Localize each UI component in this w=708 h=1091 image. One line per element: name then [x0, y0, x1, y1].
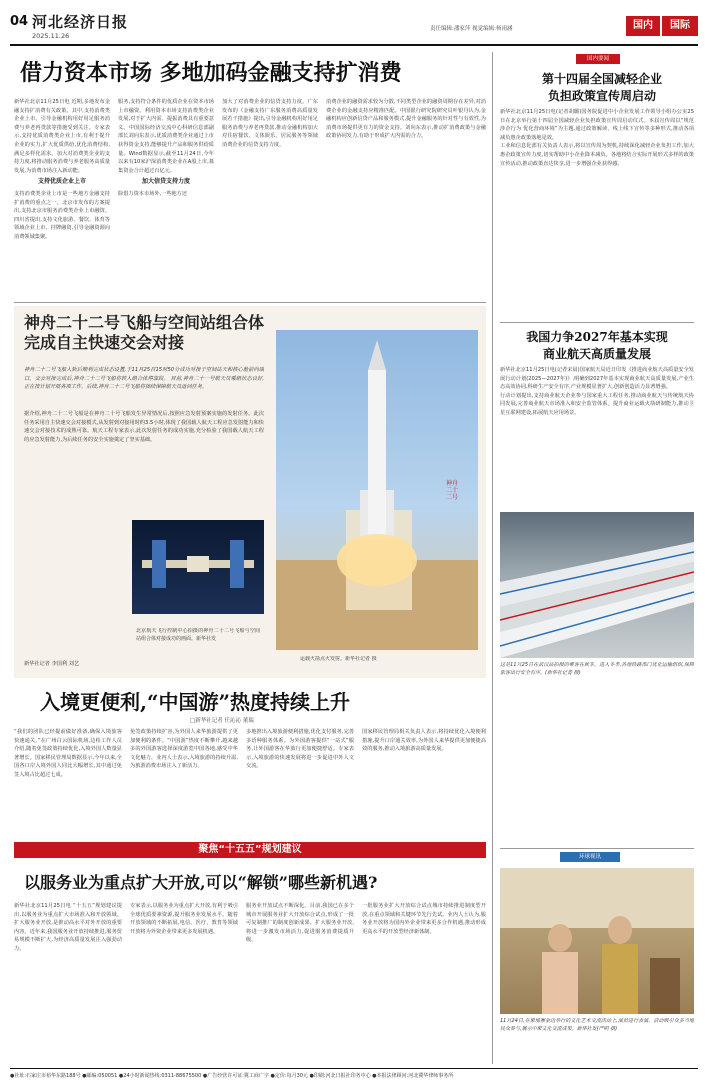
- article1-col1-subtitle: 支持优质企业上市: [37, 178, 86, 186]
- editor-info: 责任编辑:潘家萍 视觉编辑:杨雨涵: [430, 26, 513, 32]
- article3-col4: 国家移民管理局相关负责人表示,将持续优化入境便利措施,提升口岸通关效率,为外国人来华提供更加便捷高效的服务,推动入境旅游高质量发展。: [362, 729, 486, 753]
- right-column-divider: [492, 52, 493, 1064]
- article3-byline: □新华社记者 任沁沁 董瑞: [190, 718, 254, 724]
- launch-photo: [276, 330, 478, 650]
- article1-col2-cont: 除借力资本市场外,一些地方还: [118, 190, 188, 197]
- train-station-photo: [500, 512, 694, 658]
- article2-headline-1: 神舟二十二号飞船与空间站组合体: [24, 313, 265, 332]
- footer-rule: [10, 1068, 698, 1069]
- article3-headline: 入境更便利,“中国游”热度持续上升: [40, 690, 350, 714]
- article4-headline: 以服务业为重点扩大开放,可以“解锁”哪些新机遇?: [24, 873, 378, 892]
- docking-photo-caption: 北京航天飞行控制中心拍摄的神舟二十二号飞船与空间站组合体对接成功的画面。新华社发: [136, 628, 260, 642]
- article4-col3: 服务业开放试点不断深化。目前,我国已在多个城市开展服务业扩大开放综合试点,形成了一批可复制推广的制度创新成果。扩大服务业开放,将进一步激发市场活力,促进服务消费提质升级。: [246, 903, 354, 944]
- article2-col1-text-b: 目前,神舟二十一号航天员乘组状态良好,正在按计划开展各项工作。后续,神舟二十二号飞船将接续保障航天员返回任务。: [24, 375, 264, 391]
- article1-col1-text: 新华社北京11月25日电 近期,多地发布金融支持扩消费有关政策。其中,支持消费类企业上市、引导金融机构用好用足服务消费与养老再贷款等措施受到关注。专家表示,支持优质消费类企业上市,有利于提升企业的实力,扩大优质供给,优化消费结构,满足多样化需求。加大对消费类企业的支持力度,将推动服务消费与养老服务高质量发展,为消费市场注入新动能。: [14, 99, 110, 174]
- article3-col2: 免签政策持续扩容,为外国人来华旅游提供了更加便利的条件。“中国游”热度不断攀升,越来越多的外国游客选择深度游览中国各地,感受中华文化魅力。业内人士表示,入境旅游的持续升温,为旅游消费市场注入了新活力。: [130, 729, 238, 770]
- right-bottom-tag: 环球视讯: [560, 852, 620, 862]
- article1-col3: 加大了对消费企业的信贷支持力度。广东发布的《金融支持广东服务消费高质量发展若干措施》提出,引导金融机构用好用足服务消费与养老再贷款,推动金融机构加大对住宿餐饮、文体娱乐、居民服务等领域消费企业的信贷支持力度。: [222, 99, 318, 148]
- paper-name: 河北经济日报: [32, 13, 129, 31]
- page-date: 2025.11.26: [32, 32, 70, 40]
- docking-photo: [132, 520, 264, 614]
- footer-text: ●社址:石家庄市裕华东路188号 ●邮编:050051 ●24小时新闻热线:0311-88675500 ●广告经营许可证:冀工商广字 ●定价:每月30元 ●印刷:河北日报社印务中心 ●本报法律顾问:河北冀华律师事务所: [10, 1073, 454, 1079]
- article4-col2: 专家表示,以服务业为重点扩大开放,有利于吸引全球优质要素资源,提升服务业发展水平。随着开放领域的不断拓展,电信、医疗、教育等领域开放将为外资企业带来更多发展机遇。: [130, 903, 238, 935]
- article1-col1: [14, 98, 110, 298]
- performance-photo: [500, 868, 694, 1014]
- article2-byline: 新华社记者 李国利 刘艺: [24, 661, 80, 667]
- article3-col3: 多地推出入境旅游便利措施,优化支付服务,完善多语种服务体系。为外国游客提供“一站式”服务,让外国游客在华旅行更加便捷舒适。专家表示,入境旅游的快速发展将进一步促进中外人文交流。: [246, 729, 354, 770]
- right-divider-1: [500, 322, 694, 323]
- focus-banner-label: 聚焦“十五五”规划建议: [198, 844, 302, 855]
- article1-col1-cont: 支持消费类企业上市是一些地方金融支持扩消费的重点之一。北京市发布的方案提出,支持北京市服务消费类企业上市融资。四川省提出,支持文化旅游、餐饮、体育等领域企业上市、挂牌融资,引导金融资源向消费领域集聚。: [14, 190, 110, 240]
- right-top-headline-2: 负担政策宣传周启动: [547, 89, 656, 103]
- right-divider-2: [500, 848, 694, 849]
- right-mid-body: [500, 366, 694, 508]
- train-photo-caption: 这是11月25日在武汉站拍摄的乘客在候车。进入冬季,各地铁路部门优化运输组织,保障旅客出行安全有序。(新华社记者 摄): [500, 662, 694, 676]
- right-mid-body-text-b: 行动计划提出,支持商业航天企业参与国家重大工程任务,推动商业航天与传统航天协同发展,完善商业航天市场准入和安全监管体系。提升商业运载火箭研制能力,推动卫星互联网建设,拓展航天应用场景。: [500, 392, 694, 416]
- right-top-headline-1: 第十四届全国减轻企业: [541, 72, 662, 86]
- launch-photo-caption: 运载火箭点火发射。新华社记者 摄: [300, 656, 377, 662]
- article3-col1: “我们的团队已经提前做好准备,确保入境旅客快速通关。”在广州白云国际机场,边检工作人员介绍,随着免签政策持续优化,入境外国人数量显著增长。国家移民管理局数据显示,今年以来,全国各口岸入境外国人同比大幅增长,其中通过免签入境占比超过七成。: [14, 729, 122, 778]
- article1-bottom-rule: [14, 302, 486, 303]
- article1-col2-text: 服务,支持符合条件的优质企业在资本市场上市融资。利用资本市场支持消费类企业发展,对于扩大内需、提振消费具有重要意义。中国国际经济交流中心科研信息部副部长刘向东表示,优质消费类企业通过上市获得资金支持,能够提升产品和服务供给质量。Wind数据显示,截至11月24日,今年以来有10家沪深消费类企业在A股上市,募集资金合计超过百亿元。: [118, 99, 214, 174]
- right-top-body: [500, 108, 694, 320]
- article1-col4: 消费企业的融资需求较为分散,不同类型企业的融资周期存在差异,对消费企业的金融支持应精准匹配。中国银行研究院研究员叶银丹认为,金融机构应创新信贷产品和服务模式,提升金融服务的针对性与有效性,为消费市场提供更有力的资金支持。刘向东表示,推动扩消费政策与金融政策协同发力,有助于形成扩大内需的合力。: [326, 99, 486, 140]
- page-number: 04: [10, 14, 29, 29]
- article1-col2-subtitle: 加大信贷支持力度: [141, 178, 190, 186]
- article2-headline-2: 完成自主快速交会对接: [24, 333, 185, 352]
- trains-illustration: [500, 512, 694, 658]
- page-header: [10, 8, 698, 46]
- right-mid-headline-2: 商业航天高质量发展: [542, 347, 651, 361]
- article4-col1: 新华社北京11月25日电 “十五五”规划建议提出,以服务业为重点扩大市场准入和开放领域。扩大服务业开放,是推动高水平对外开放的重要内容。近年来,我国服务业开放持续推进,服务贸易规模不断扩大,为经济高质量发展注入强劲动力。: [14, 903, 122, 952]
- header-rule: [10, 44, 698, 46]
- performers-illustration: [500, 868, 694, 1014]
- right-mid-body-text: 新华社北京11月25日电(记者宋晨)国家航天局近日印发《推进商业航天高质量安全发展行动计划(2025—2027年)》,明确到2027年基本实现商业航天高质量发展,产业生态高效协同,科研生产安全有序,产业规模显著扩大,创新创造活力显著增强。: [500, 367, 694, 391]
- section-label-domestic: 国内: [626, 16, 660, 36]
- article2-col1: [24, 366, 264, 406]
- article2-col1-text: 神舟二十二号飞船入轨后顺利完成状态设置,于11月25日15时50分成功对接于空间站天和核心舱前向端口。交会对接完成后,神舟二十二号飞船将转入组合体停靠段。: [24, 367, 264, 382]
- article1-headline: 借力资本市场 多地加码金融支持扩消费: [20, 60, 402, 86]
- right-top-body-text: 新华社北京11月25日电(记者胡璐)国务院促进中小企业发展工作领导小组办公室25日在北京举行第十四届全国减轻企业负担政策宣传周启动仪式。本届宣传周以“规范涉企行为 优化营商环境”为主题,通过政策解读、线上线下宣传等多种形式,推动各项减负惠企政策落地见效。: [500, 109, 694, 141]
- performance-photo-caption: 11月24日,在柬埔寨金边举行的文化艺术交流活动上,演员进行表演。活动吸引众多当地民众参与,展示中柬文化交流成果。新华社发(严明 摄): [500, 1018, 694, 1032]
- section-label-international: 国际: [662, 16, 698, 36]
- docking-illustration: [132, 520, 264, 614]
- article1-col2: [118, 98, 214, 298]
- article2-col2: 据介绍,神舟二十二号飞船是在神舟二十号飞船发生异常情况后,按照应急发射预案实施的发射任务。此次任务采用自主快速交会对接模式,从发射到对接用时约3.5小时,体现了我国载人航天工程应急发射能力和快速交会对接技术的成熟可靠。航天工程专家表示,此次发射任务的成功实施,充分检验了我国载人航天工程的应急发射能力,为后续任务的安全实施奠定了坚实基础。: [24, 411, 264, 443]
- launch-photo-label: 神舟二十二号: [446, 480, 459, 501]
- article4-col4: 一批服务业扩大开放综合试点城市持续推进制度型开放,在重点领域和关键环节先行先试。业内人士认为,服务业开放将为国内外企业带来更多合作机遇,推动形成更高水平的开放型经济新体制。: [362, 903, 486, 935]
- right-top-body-text-b: 工业和信息化部有关负责人表示,将以宣传周为契机,持续深化减轻企业负担工作,加大惠企政策宣传力度,切实帮助中小企业降本减负。各地将结合实际开展形式多样的政策宣传活动,推动政策直达快享,进一步增强企业获得感。: [500, 143, 694, 167]
- right-top-tag: 国内要闻: [576, 54, 620, 64]
- right-mid-headline-1: 我国力争2027年基本实现: [526, 330, 668, 344]
